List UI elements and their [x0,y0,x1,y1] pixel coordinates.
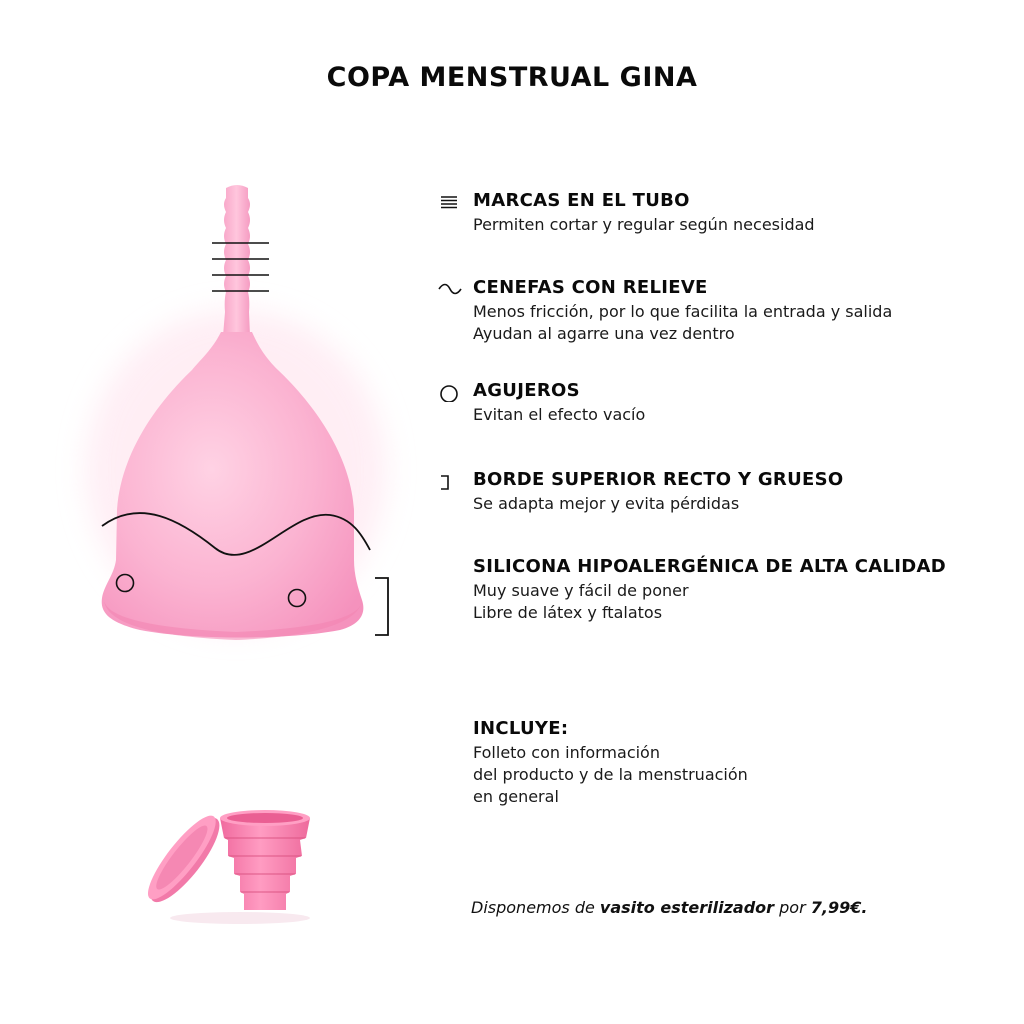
feature-tube-marks [438,190,815,236]
sterilizer-note [471,898,867,917]
includes-line: Folleto con información [473,743,660,762]
sterilizer-cup [220,810,310,910]
feature-description: Libre de látex y ftalatos [473,603,663,622]
includes-heading: INCLUYE: [473,718,569,739]
bracket-icon [438,471,462,491]
feature-heading: AGUJEROS [473,380,580,401]
feature-heading: SILICONA HIPOALERGÉNICA DE ALTA CALIDAD [473,556,946,577]
feature-heading: MARCAS EN EL TUBO [473,190,690,211]
sterilizer-shadow [170,912,310,924]
note-middle: por [774,898,811,917]
feature-heading: BORDE SUPERIOR RECTO Y GRUESO [473,469,844,490]
feature-description: Permiten cortar y regular según necesidad [473,215,815,234]
feature-rim [438,469,843,515]
feature-description: Se adapta mejor y evita pérdidas [473,494,740,513]
feature-description: Evitan el efecto vacío [473,405,646,424]
feature-holes [438,380,645,426]
sterilizer-cup-illustration [140,790,330,930]
note-prefix: Disponemos de [471,898,600,917]
feature-relief-pattern [438,277,892,345]
includes-line: del producto y de la menstruación [473,765,748,784]
page-title: COPA MENSTRUAL GINA [326,62,698,93]
circle-icon [438,382,462,402]
feature-description: Ayudan al agarre una vez dentro [473,324,735,343]
includes-line: en general [473,787,559,806]
feature-heading: CENEFAS CON RELIEVE [473,277,708,298]
note-item: vasito esterilizador [599,898,775,917]
rim-bracket [375,578,388,635]
cup-stem [223,185,250,336]
feature-description: Menos fricción, por lo que facilita la entrada y salida [473,302,893,321]
wave-icon [438,279,462,299]
feature-silicone [438,556,946,624]
menstrual-cup-illustration [0,0,420,680]
includes-section [438,718,748,808]
note-price: 7,99€. [810,898,868,917]
lines-icon [438,192,462,212]
sterilizer-lid [140,808,230,911]
feature-description: Muy suave y fácil de poner [473,581,689,600]
